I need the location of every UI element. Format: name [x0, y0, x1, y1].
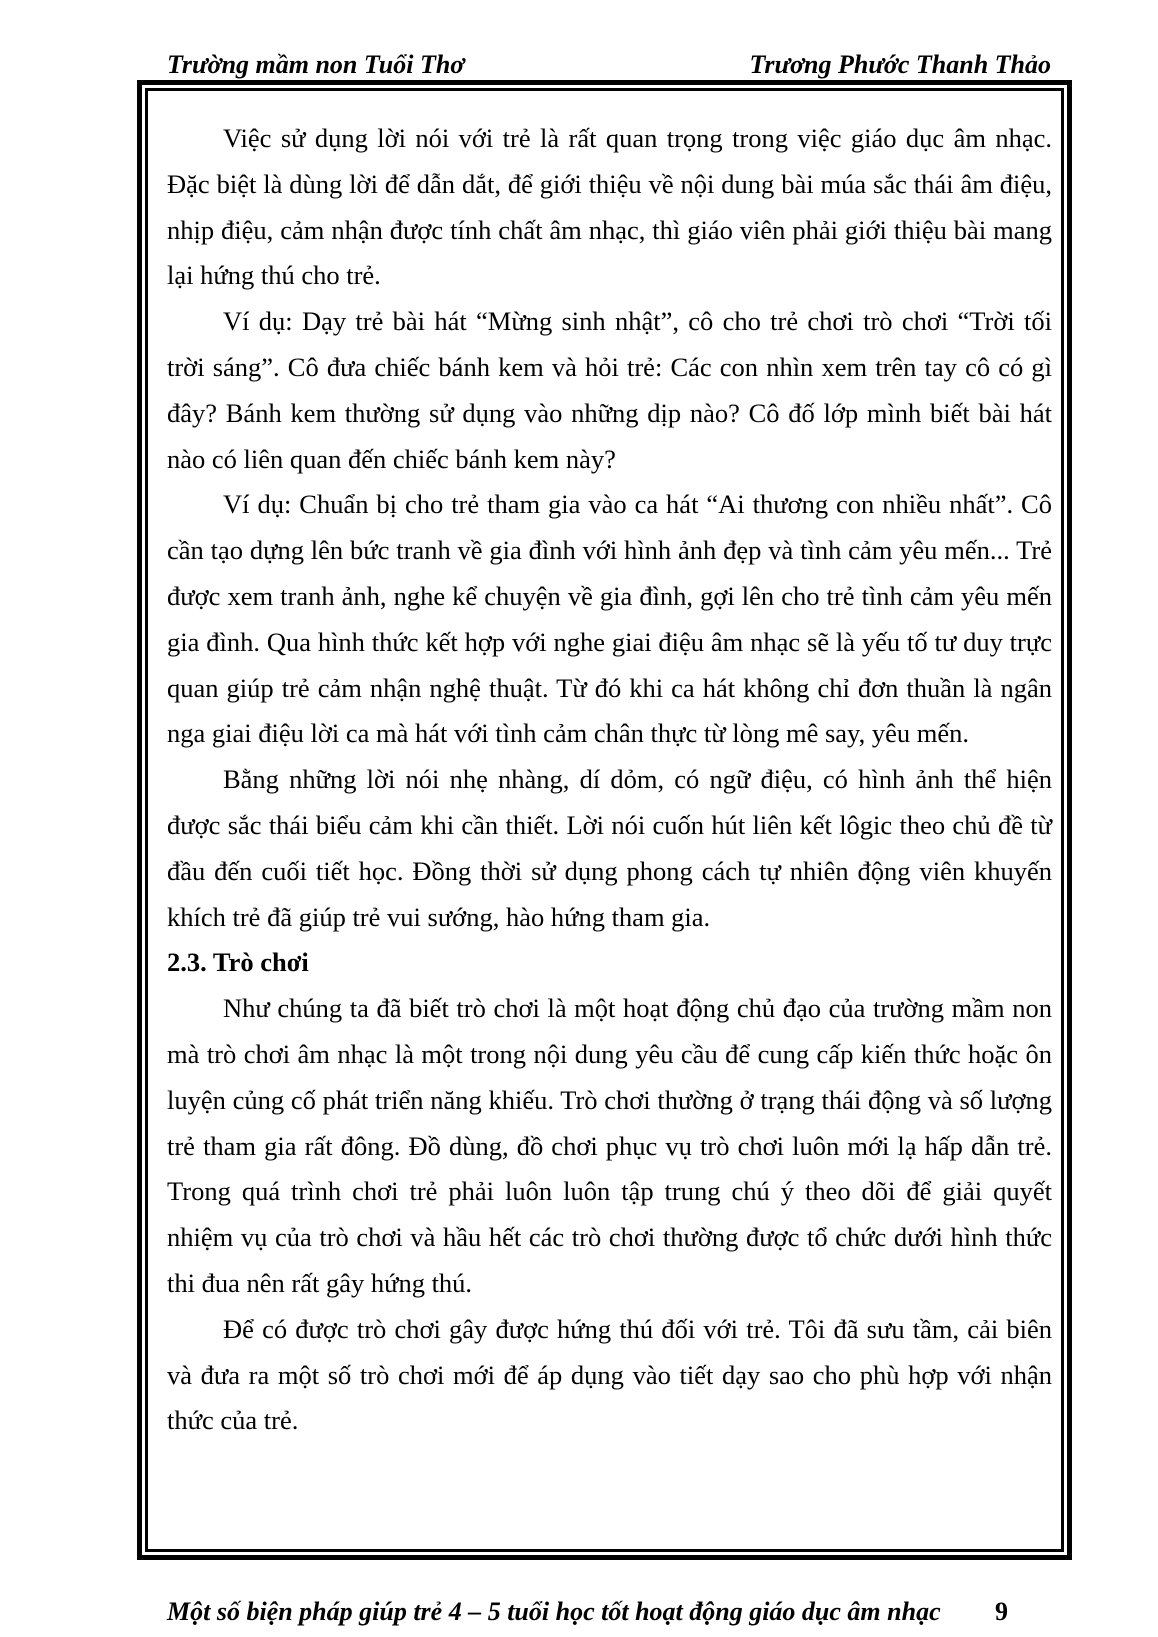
- paragraph-2: Ví dụ: Dạy trẻ bài hát “Mừng sinh nhật”, cô cho trẻ chơi trò chơi “Trời tối trời sáng”. Cô đưa chiếc bánh kem và hỏi trẻ: Các con nhìn xem trên tay cô có gì đây? Bánh kem thường sử dụng vào những dịp nào? Cô đố lớp mình biết bài hát nào có liên quan đến chiếc bánh kem này?: [167, 306, 1052, 474]
- paragraph-1: Việc sử dụng lời nói với trẻ là rất quan trọng trong việc giáo dục âm nhạc. Đặc biệt là dùng lời để dẫn dắt, để giới thiệu về nội dung bài múa sắc thái âm điệu, nhịp điệu, cảm nhận được tính chất âm nhạc, thì giáo viên phải giới thiệu bài mang lại hứng thú cho trẻ.: [167, 123, 1052, 291]
- section-heading: 2.3. Trò chơi: [167, 947, 309, 978]
- page-footer: [167, 1597, 1052, 1631]
- paragraph-6: Để có được trò chơi gây được hứng thú đối với trẻ. Tôi đã sưu tầm, cải biên và đưa ra một số trò chơi mới để áp dụng vào tiết dạy sao cho phù hợp với nhận thức của trẻ.: [167, 1313, 1052, 1436]
- school-name: Trường mầm non Tuổi Thơ: [167, 50, 465, 79]
- page-number: 9: [995, 1597, 1008, 1626]
- paragraph-5: Như chúng ta đã biết trò chơi là một hoạt động chủ đạo của trường mầm non mà trò chơi âm nhạc là một trong nội dung yêu cầu để cung cấp kiến thức hoặc ôn luyện củng cố phát triển năng khiếu. Trò chơi thường ở trạng thái động và số lượng trẻ tham gia rất đông. Đồ dùng, đồ chơi phục vụ trò chơi luôn mới lạ hấp dẫn trẻ. Trong quá trình chơi trẻ phải luôn luôn tập trung chú ý theo dõi để giải quyết nhiệm vụ của trò chơi và hầu hết các trò chơi thường được tổ chức dưới hình thức thi đua nên rất gây hứng thú.: [167, 993, 1052, 1298]
- document-body: [167, 116, 1052, 1444]
- footer-title: Một số biện pháp giúp trẻ 4 – 5 tuổi học tốt hoạt động giáo dục âm nhạc: [167, 1597, 941, 1626]
- paragraph-4: Bằng những lời nói nhẹ nhàng, dí dỏm, có ngữ điệu, có hình ảnh thể hiện được sắc thái biểu cảm khi cần thiết. Lời nói cuốn hút liên kết lôgic theo chủ đề từ đầu đến cuối tiết học. Đồng thời sử dụng phong cách tự nhiên động viên khuyến khích trẻ đã giúp trẻ vui sướng, hào hứng tham gia.: [167, 764, 1052, 932]
- author-name: Trương Phước Thanh Thảo: [749, 50, 1051, 79]
- paragraph-3: Ví dụ: Chuẩn bị cho trẻ tham gia vào ca hát “Ai thương con nhiều nhất”. Cô cần tạo dựng lên bức tranh về gia đình với hình ảnh đẹp và tình cảm yêu mến... Trẻ được xem tranh ảnh, nghe kể chuyện về gia đình, gợi lên cho trẻ tình cảm yêu mến gia đình. Qua hình thức kết hợp với nghe giai điệu âm nhạc sẽ là yếu tố tư duy trực quan giúp trẻ cảm nhận nghệ thuật. Từ đó khi ca hát không chỉ đơn thuần là ngân nga giai điệu lời ca mà hát với tình cảm chân thực từ lòng mê say, yêu mến.: [167, 489, 1052, 749]
